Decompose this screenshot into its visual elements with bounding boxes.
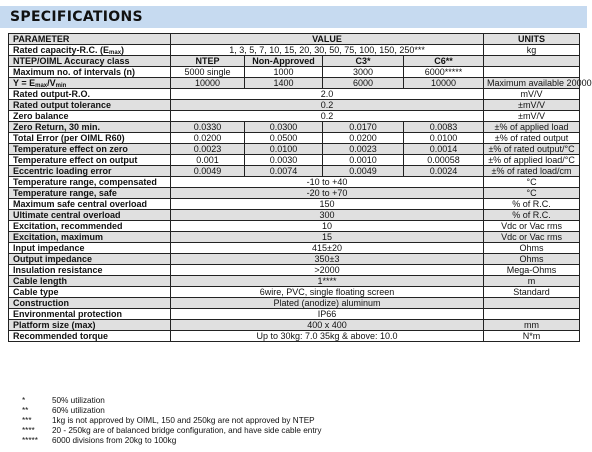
table-row (9, 287, 580, 298)
row-label: Temperature range, safe (9, 188, 171, 199)
specifications-table (8, 33, 592, 342)
table-row (9, 133, 580, 144)
row-label: Eccentric loading error (9, 166, 171, 177)
row-value: 10 (171, 221, 484, 232)
row-units: Maximum available 20000 (484, 78, 580, 89)
row-value: 5000 single (171, 67, 245, 78)
table-row (9, 122, 580, 133)
row-value: 1**** (171, 276, 484, 287)
row-units: °C (484, 177, 580, 188)
row-units: Vdc or Vac rms (484, 221, 580, 232)
footnote-text: 1kg is not approved by OIML, 150 and 250kg are not approved by NTEP (52, 416, 315, 425)
table-row (9, 331, 580, 342)
row-label: Rated output-R.O. (9, 89, 171, 100)
table-row (9, 309, 580, 320)
footnote-mark: *** (22, 416, 32, 425)
table-row (9, 298, 580, 309)
row-value: 3000 (323, 67, 404, 78)
table-row (9, 243, 580, 254)
row-value: 0.00058 (404, 155, 484, 166)
row-value: 0.0100 (245, 144, 323, 155)
table-row (9, 45, 580, 56)
row-value: 2.0 (171, 89, 484, 100)
row-value: >2000 (171, 265, 484, 276)
row-label: Temperature effect on zero (9, 144, 171, 155)
row-label: Temperature range, compensated (9, 177, 171, 188)
row-units: % of R.C. (484, 210, 580, 221)
row-units: ±% of rated output/°C (484, 144, 580, 155)
table-row (9, 89, 580, 100)
table-row (9, 78, 580, 89)
row-value: 0.0023 (323, 144, 404, 155)
row-value: 0.0049 (171, 166, 245, 177)
table-row (9, 232, 580, 243)
table-row (9, 155, 580, 166)
row-units: % of R.C. (484, 199, 580, 210)
footnote (22, 436, 321, 446)
row-value: 415±20 (171, 243, 484, 254)
row-value: 1400 (245, 78, 323, 89)
row-units: Ohms (484, 243, 580, 254)
row-label: Cable type (9, 287, 171, 298)
table-row (9, 177, 580, 188)
row-value: 6000***** (404, 67, 484, 78)
row-units: Ohms (484, 254, 580, 265)
table-row (9, 221, 580, 232)
row-label: Ultimate central overload (9, 210, 171, 221)
row-value: 0.2 (171, 111, 484, 122)
row-units: ±% of applied load (484, 122, 580, 133)
row-value: 0.0014 (404, 144, 484, 155)
row-label: Maximum no. of intervals (n) (9, 67, 171, 78)
row-label: Platform size (max) (9, 320, 171, 331)
footnotes (22, 396, 321, 446)
row-value: 0.0030 (245, 155, 323, 166)
row-label: Rated output tolerance (9, 100, 171, 111)
row-label: Zero balance (9, 111, 171, 122)
row-units: mV/V (484, 89, 580, 100)
table-row (9, 210, 580, 221)
footnote-mark: **** (22, 426, 35, 435)
row-label: NTEP/OIML Accuracy class (9, 56, 171, 67)
row-units: ±% of rated output (484, 133, 580, 144)
row-label: Total Error (per OIML R60) (9, 133, 171, 144)
accuracy-col: C6** (404, 56, 484, 67)
row-units: Standard (484, 287, 580, 298)
row-value: 0.0500 (245, 133, 323, 144)
row-value: 10000 (171, 78, 245, 89)
footnote (22, 396, 321, 406)
row-label: Environmental protection (9, 309, 171, 320)
accuracy-col: C3* (323, 56, 404, 67)
table-row (9, 276, 580, 287)
row-label: $Y = E_{max}/V_{min}$ (9, 78, 171, 89)
page-title: SPECIFICATIONS (10, 9, 143, 25)
row-value: 0.0200 (171, 133, 245, 144)
table-row (9, 188, 580, 199)
row-label: Output impedance (9, 254, 171, 265)
row-label: Zero Return, 30 min. (9, 122, 171, 133)
row-units: mm (484, 320, 580, 331)
row-value: 0.0023 (171, 144, 245, 155)
footnote (22, 406, 321, 416)
row-value: 400 x 400 (171, 320, 484, 331)
footnote-text: 50% utilization (52, 396, 105, 405)
table-row (9, 144, 580, 155)
header-parameter: PARAMETER (9, 34, 171, 45)
row-value: IP66 (171, 309, 484, 320)
table-row (9, 166, 580, 177)
row-value: 0.0330 (171, 122, 245, 133)
row-units (484, 309, 580, 320)
header-units: UNITS (484, 34, 580, 45)
header-value: VALUE (171, 34, 484, 45)
row-value: 0.0300 (245, 122, 323, 133)
row-units (484, 67, 580, 78)
row-label: Excitation, recommended (9, 221, 171, 232)
row-value: 0.0170 (323, 122, 404, 133)
row-value: 0.0049 (323, 166, 404, 177)
row-label: Rated capacity-R.C. $(E_{max})$ (9, 45, 171, 56)
row-label: Recommended torque (9, 331, 171, 342)
accuracy-col: NTEP (171, 56, 245, 67)
row-value: 300 (171, 210, 484, 221)
title-bar (0, 6, 587, 28)
row-units: ±mV/V (484, 100, 580, 111)
footnote (22, 426, 321, 436)
row-label: Construction (9, 298, 171, 309)
row-label: Excitation, maximum (9, 232, 171, 243)
row-units: °C (484, 188, 580, 199)
row-value: Up to 30kg: 7.0 35kg & above: 10.0 (171, 331, 484, 342)
row-value: -10 to +40 (171, 177, 484, 188)
row-value: 0.0074 (245, 166, 323, 177)
footnote-mark: ***** (22, 436, 38, 445)
row-units: kg (484, 45, 580, 56)
row-value: 0.001 (171, 155, 245, 166)
row-units: ±mV/V (484, 111, 580, 122)
table-row (9, 111, 580, 122)
table-row (9, 254, 580, 265)
row-value: 10000 (404, 78, 484, 89)
row-value: 6000 (323, 78, 404, 89)
table-header-row (9, 34, 580, 45)
footnote-text: 60% utilization (52, 406, 105, 415)
row-value: 6wire, PVC, single floating screen (171, 287, 484, 298)
footnote-text: 20 - 250kg are of balanced bridge configuration, and have side cable entry (52, 426, 322, 435)
accuracy-col: Non-Approved (245, 56, 323, 67)
row-units: m (484, 276, 580, 287)
row-value: 150 (171, 199, 484, 210)
row-units: Vdc or Vac rms (484, 232, 580, 243)
row-value: 1, 3, 5, 7, 10, 15, 20, 30, 50, 75, 100, 150, 250*** (171, 45, 484, 56)
row-label: Temperature effect on output (9, 155, 171, 166)
row-value: 1000 (245, 67, 323, 78)
row-units: ±% of applied load/°C (484, 155, 580, 166)
row-units (484, 56, 580, 67)
footnote-mark: ** (22, 406, 29, 415)
row-value: Plated (anodize) aluminum (171, 298, 484, 309)
row-value: 0.0083 (404, 122, 484, 133)
row-label: Cable length (9, 276, 171, 287)
footnote-mark: * (22, 396, 26, 405)
table-row (9, 67, 580, 78)
table-row (9, 199, 580, 210)
row-units (484, 298, 580, 309)
row-label: Input impedance (9, 243, 171, 254)
footnote-text: 6000 divisions from 20kg to 100kg (52, 436, 177, 445)
row-value: 0.0100 (404, 133, 484, 144)
row-label: Maximum safe central overload (9, 199, 171, 210)
row-value: -20 to +70 (171, 188, 484, 199)
table-row (9, 100, 580, 111)
row-value: 0.0200 (323, 133, 404, 144)
row-value: 0.0024 (404, 166, 484, 177)
row-value: 0.0010 (323, 155, 404, 166)
table-row (9, 265, 580, 276)
row-units: ±% of rated load/cm (484, 166, 580, 177)
row-units: N*m (484, 331, 580, 342)
row-value: 350±3 (171, 254, 484, 265)
row-value: 15 (171, 232, 484, 243)
table-row (9, 56, 580, 67)
table-row (9, 320, 580, 331)
footnote (22, 416, 321, 426)
row-units: Mega-Ohms (484, 265, 580, 276)
row-value: 0.2 (171, 100, 484, 111)
row-label: Insulation resistance (9, 265, 171, 276)
